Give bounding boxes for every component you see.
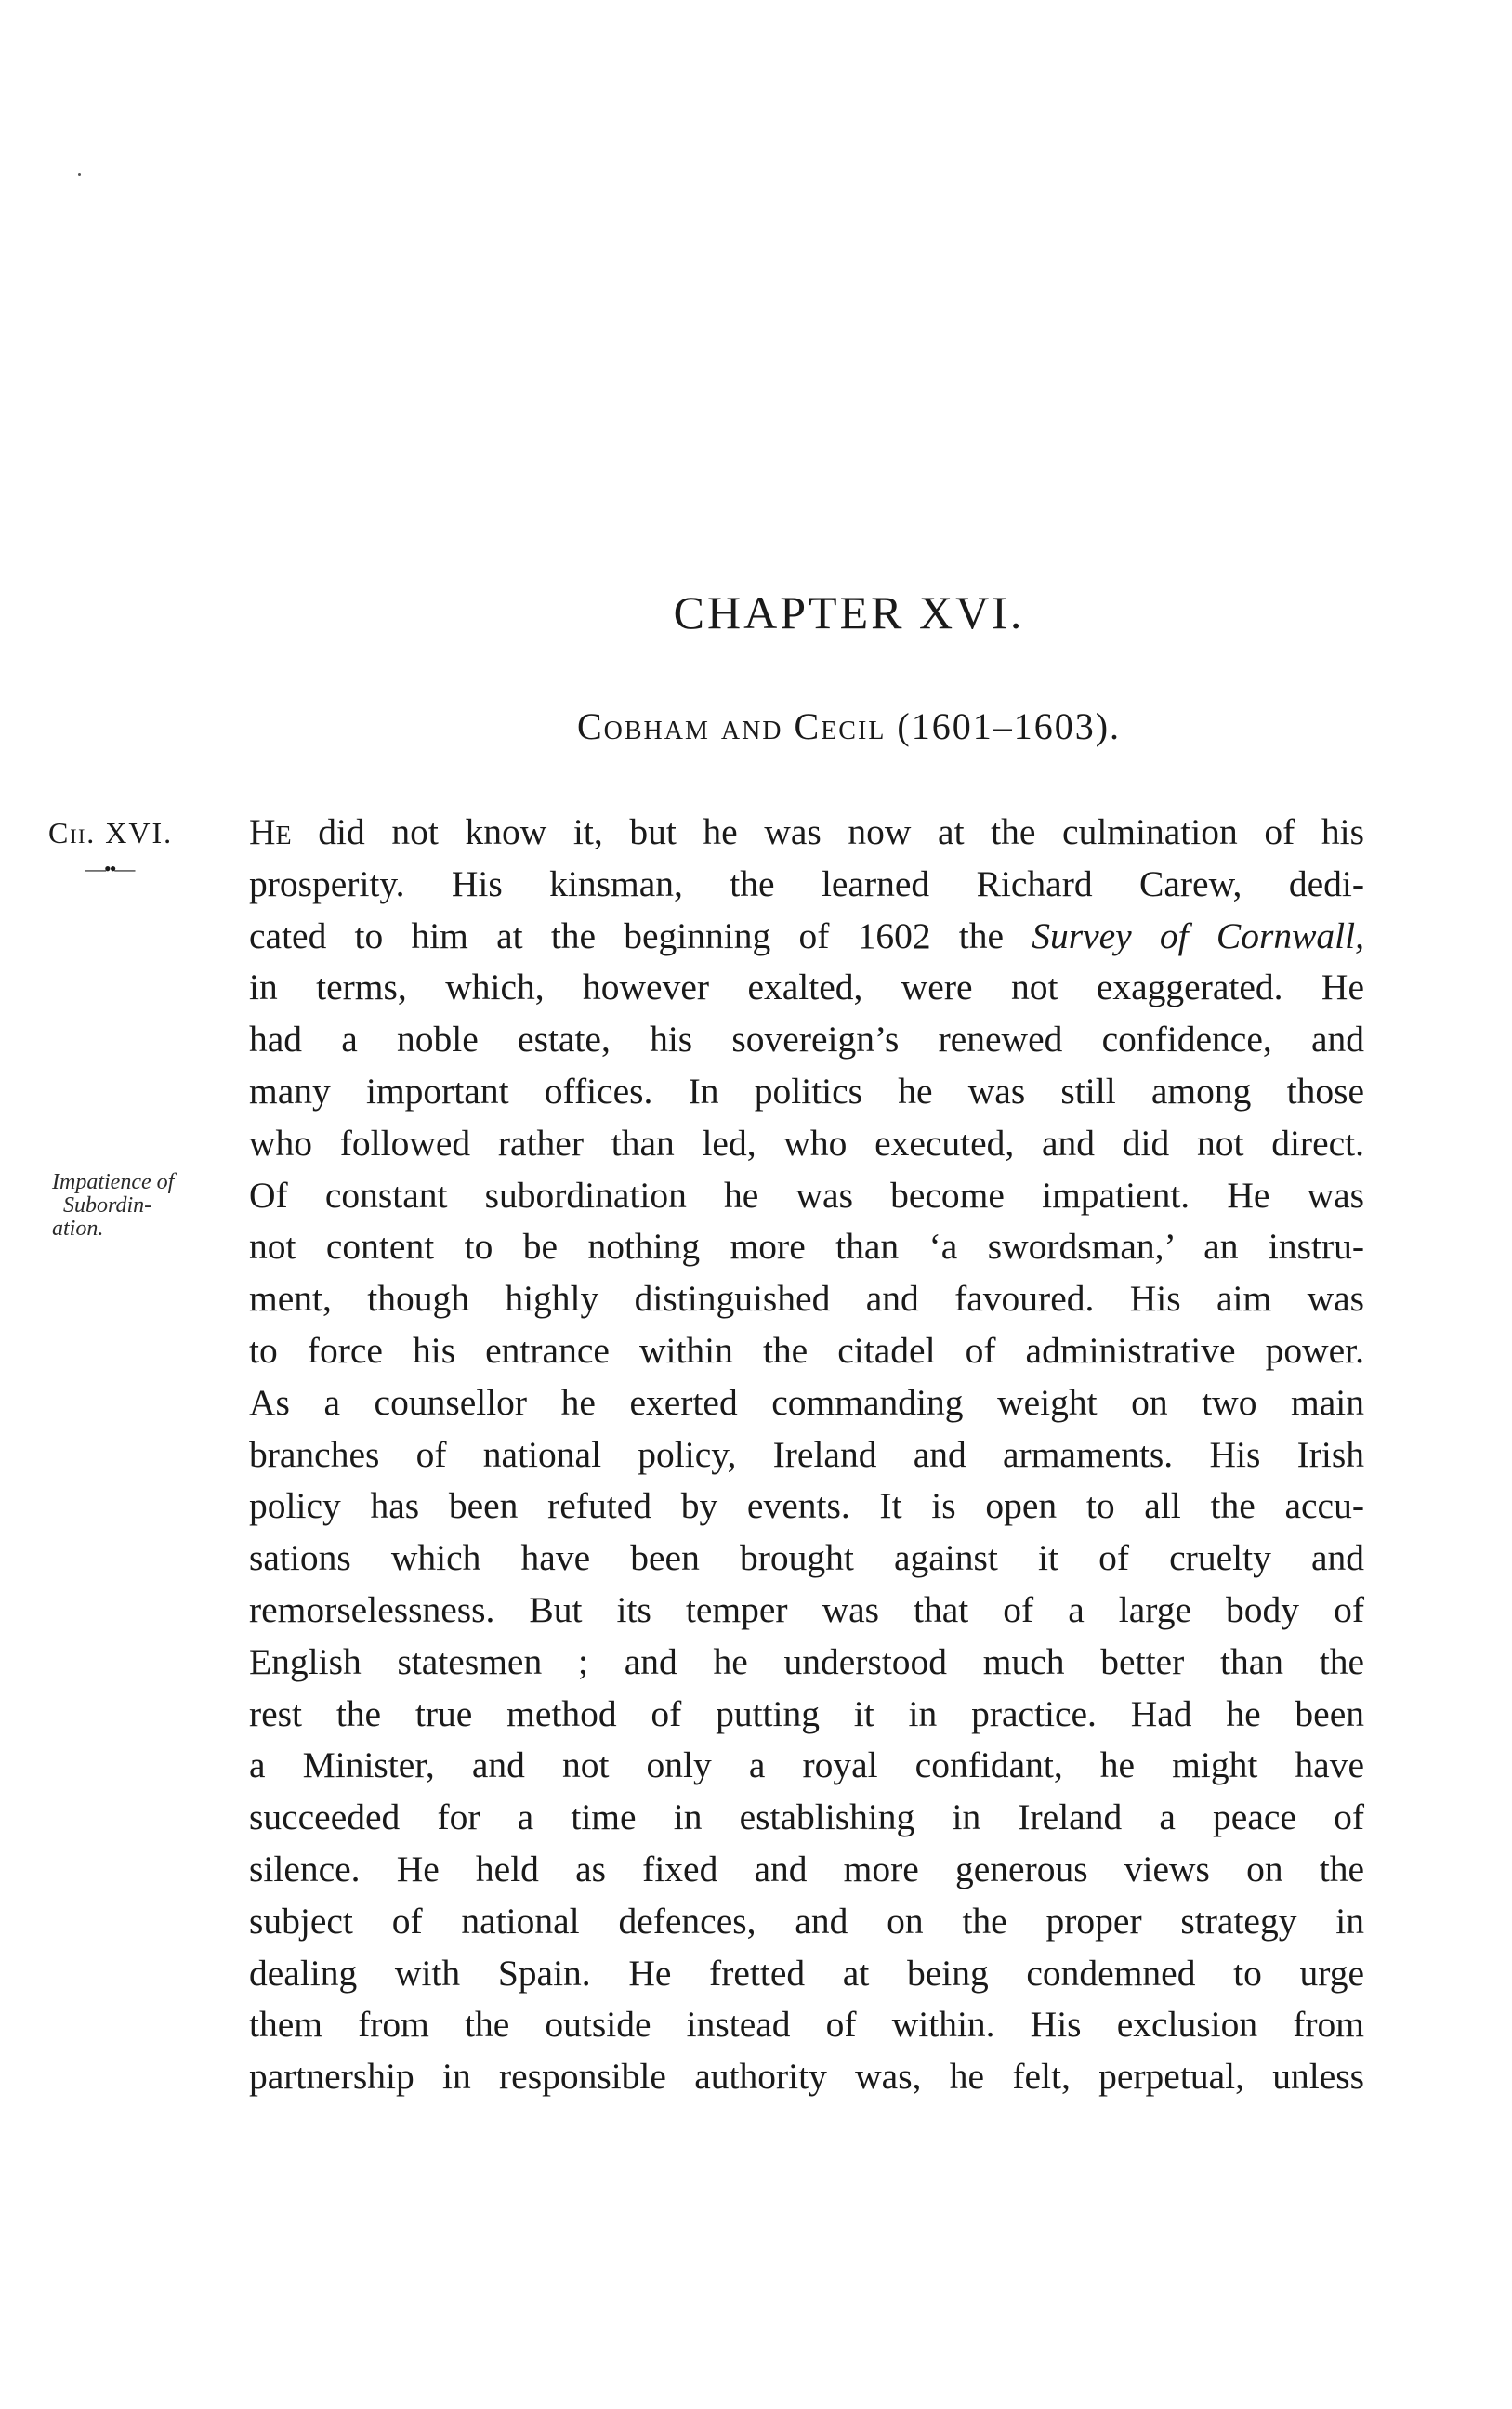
text-line: As a counsellor he exerted commanding weight on two main [249, 1381, 1364, 1423]
margin-note-line: Impatience of [52, 1170, 175, 1194]
drop-cap: He [249, 811, 292, 852]
text-line: dealing with Spain. He fretted at being condemned to urge [249, 1952, 1364, 1994]
text-line-content: did not know it, but he was now at the culmination of his [291, 811, 1364, 852]
page-speck [78, 173, 81, 176]
chapter-title: CHAPTER XVI. [673, 586, 1025, 638]
chapter-subtitle: Cobham and Cecil (1601–1603). [576, 705, 1122, 747]
text-line: succeeded for a time in establishing in Ireland a peace of [249, 1797, 1364, 1838]
text-line: rest the true method of putting it in practice. Had he been [249, 1692, 1364, 1734]
text-line: remorselessness. But its temper was that of a large body of [249, 1588, 1364, 1630]
text-line: them from the outside instead of within. His exclusion from [249, 2004, 1364, 2046]
margin-note-line: Subordin- [63, 1193, 152, 1218]
body-text [249, 807, 1364, 2103]
text-line: a Minister, and not only a royal confidant, he might have [249, 1744, 1364, 1786]
margin-note [52, 1171, 247, 1241]
text-line: Of constant subordination he was become impatient. He was [249, 1174, 1364, 1216]
text-line: prosperity. His kinsman, the learned Richard Carew, dedi- [249, 862, 1364, 904]
margin-note-line: ation. [52, 1217, 104, 1241]
text-line: ment, though highly distinguished and favoured. His aim was [249, 1278, 1364, 1320]
text-line: had a noble estate, his sovereign’s renewed confidence, and [249, 1019, 1364, 1060]
text-line: not content to be nothing more than ‘a swordsman,’ an instru- [249, 1226, 1364, 1268]
text-line: to force his entrance within the citadel of administrative power. [249, 1329, 1364, 1371]
text-line [249, 807, 1364, 859]
text-line: in terms, which, however exalted, were not exaggerated. He [249, 967, 1364, 1008]
text-line-content: cated to him at the beginning of 1602 the [249, 915, 1032, 956]
text-line: silence. He held as fixed and more generous views on the [249, 1848, 1364, 1889]
text-line [249, 911, 1364, 963]
text-line: branches of national policy, Ireland and armaments. His Irish [249, 1433, 1364, 1475]
text-line: subject of national defences, and on the proper strategy in [249, 1900, 1364, 1942]
text-line: policy has been refuted by events. It is open to all the accu- [249, 1485, 1364, 1527]
book-title: Survey of Cornwall, [1032, 915, 1364, 956]
text-line: partnership in responsible authority was, he felt, perpetual, unless [249, 2056, 1364, 2098]
text-line: who followed rather than led, who executed, and did not direct. [249, 1122, 1364, 1164]
text-line: English statesmen ; and he understood much better than the [249, 1640, 1364, 1682]
margin-chapter-label: Ch. XVI. [48, 816, 174, 849]
text-line: many important offices. In politics he was still among those [249, 1070, 1364, 1112]
text-line: sations which have been brought against it of cruelty and [249, 1537, 1364, 1579]
ornament-icon: —••— [85, 857, 134, 880]
